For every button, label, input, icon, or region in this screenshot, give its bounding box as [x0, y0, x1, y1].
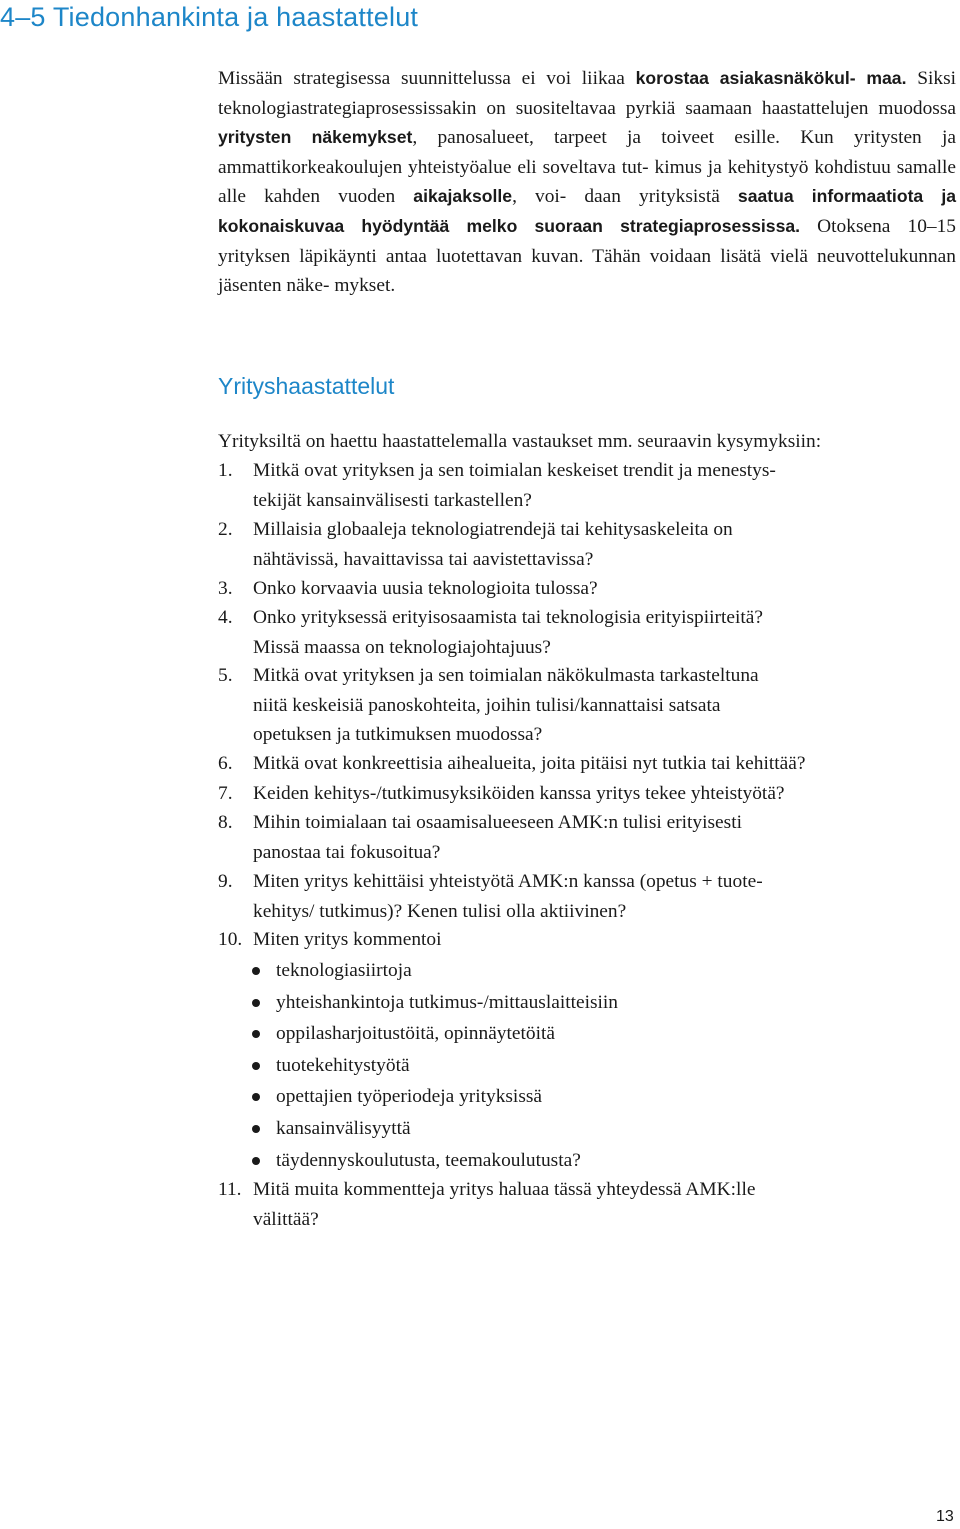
intro-line: maa. Siksi teknologiastrategiaprosessissakin on suositeltavaa pyrkiä saamaan	[218, 68, 957, 119]
bullet-text: oppilasharjoitustöitä, opinnäytetöitä	[276, 1023, 555, 1044]
question-number: 7.	[218, 783, 233, 804]
question-number: 8.	[218, 812, 233, 833]
question-text: Onko korvaavia uusia teknologioita tulossa?	[253, 578, 598, 599]
intro-line: kimus ja kehitystyö kohdistuu samalle alle kahden vuoden aikajaksolle, voi-	[218, 156, 956, 208]
question-number: 6.	[218, 753, 233, 774]
question-text: Millaisia globaaleja teknologiatrendejä tai kehitysaskeleita on	[253, 519, 733, 540]
question-number: 4.	[218, 607, 233, 628]
bullet-text: teknologiasiirtoja	[276, 960, 412, 981]
intro-line: daan yrityksistä saatua informaatiota ja kokonaiskuvaa hyödyntää melko	[218, 186, 956, 236]
emphasis-text: yritysten näkemykset	[218, 127, 413, 148]
question-number: 3.	[218, 578, 233, 599]
question-text: Mitkä ovat yrityksen ja sen toimialan näkökulmasta tarkasteltuna	[253, 665, 759, 686]
bullet-icon	[252, 999, 260, 1007]
emphasis-text: saatua informaatiota ja kokonaiskuvaa hyödyntää melko	[218, 186, 956, 236]
bullet-icon	[252, 1062, 260, 1070]
question-text: Mihin toimialaan tai osaamisalueeseen AMK:n tulisi erityisesti	[253, 812, 742, 833]
emphasis-text: korostaa asiakasnäkökul-	[635, 68, 856, 88]
intro-line: Missään strategisessa suunnittelussa ei voi liikaa korostaa asiakasnäkökul-	[218, 68, 856, 89]
question-number: 9.	[218, 871, 233, 892]
question-text: tekijät kansainvälisesti tarkastellen?	[253, 489, 532, 511]
question-text: niitä keskeisiä panoskohteita, joihin tulisi/kannattaisi satsata	[253, 694, 721, 716]
intro-line: luotettavan kuvan. Tähän voidaan lisätä vielä neuvottelukunnan jäsenten näke-	[218, 245, 956, 297]
question-number: 2.	[218, 519, 233, 540]
bullet-icon	[252, 1093, 260, 1101]
section-title: Yrityshaastattelut	[218, 373, 395, 399]
question-text: opetuksen ja tutkimuksen muodossa?	[253, 724, 543, 746]
chapter-title: 4–5 Tiedonhankinta ja haastattelut	[0, 2, 419, 32]
question-text: Keiden kehitys-/tutkimusyksiköiden kanssa yritys tekee yhteistyötä?	[253, 783, 785, 804]
section-lead: Yrityksiltä on haettu haastattelemalla vastaukset mm. seuraavin kysymyksiin:	[218, 431, 822, 452]
question-text: Mitkä ovat konkreettisia aihealueita, joita pitäisi nyt tutkia tai kehittää?	[253, 753, 806, 774]
intro-line: mykset.	[334, 275, 396, 297]
question-text: Missä maassa on teknologiajohtajuus?	[253, 636, 551, 658]
intro-line: esille. Kun yritysten ja ammattikorkeakoulujen yhteistyöalue eli soveltava tut-	[218, 127, 956, 178]
question-text: nähtävissä, havaittavissa tai aavistettavissa?	[253, 548, 594, 570]
question-text: panostaa tai fokusoitua?	[253, 841, 441, 863]
bullet-text: tuotekehitystyötä	[276, 1055, 410, 1076]
bullet-icon	[252, 1157, 260, 1165]
question-text: Miten yritys kehittäisi yhteistyötä AMK:n kanssa (opetus + tuote-	[253, 871, 763, 892]
question-text: kehitys/ tutkimus)? Kenen tulisi olla aktiivinen?	[253, 900, 627, 922]
bullet-icon	[252, 1125, 260, 1133]
bullet-text: täydennyskoulutusta, teemakoulutusta?	[276, 1150, 581, 1171]
intro-line: suoraan strategiaprosessissa. Otoksena 10–15 yrityksen läpikäynti antaa	[218, 215, 956, 267]
question-text: Mitkä ovat yrityksen ja sen toimialan keskeiset trendit ja menestys-	[253, 460, 776, 481]
bullet-text: opettajien työperiodeja yrityksissä	[276, 1086, 543, 1107]
emphasis-text: maa.	[866, 68, 907, 88]
emphasis-text: aikajaksolle	[413, 186, 513, 207]
question-number: 11.	[218, 1179, 242, 1200]
page-number: 13	[936, 1508, 954, 1525]
bullet-icon	[252, 967, 260, 975]
emphasis-text: suoraan strategiaprosessissa.	[534, 215, 801, 236]
question-text: välittää?	[253, 1208, 319, 1230]
question-number: 5.	[218, 665, 233, 686]
bullet-icon	[252, 1030, 260, 1038]
question-number: 1.	[218, 460, 233, 481]
question-text: Onko yrityksessä erityisosaamista tai teknologisia erityispiirteitä?	[253, 607, 763, 628]
intro-line: haastattelujen muodossa yritysten näkemykset, panosalueet, tarpeet ja toiveet	[218, 97, 956, 149]
bullet-text: kansainvälisyyttä	[276, 1118, 411, 1139]
question-number: 10.	[218, 929, 243, 950]
intro-paragraph	[218, 64, 956, 301]
bullet-text: yhteishankintoja tutkimus-/mittauslaitteisiin	[276, 992, 618, 1013]
question-text: Miten yritys kommentoi	[253, 929, 442, 950]
question-text: Mitä muita kommentteja yritys haluaa tässä yhteydessä AMK:lle	[253, 1179, 756, 1200]
